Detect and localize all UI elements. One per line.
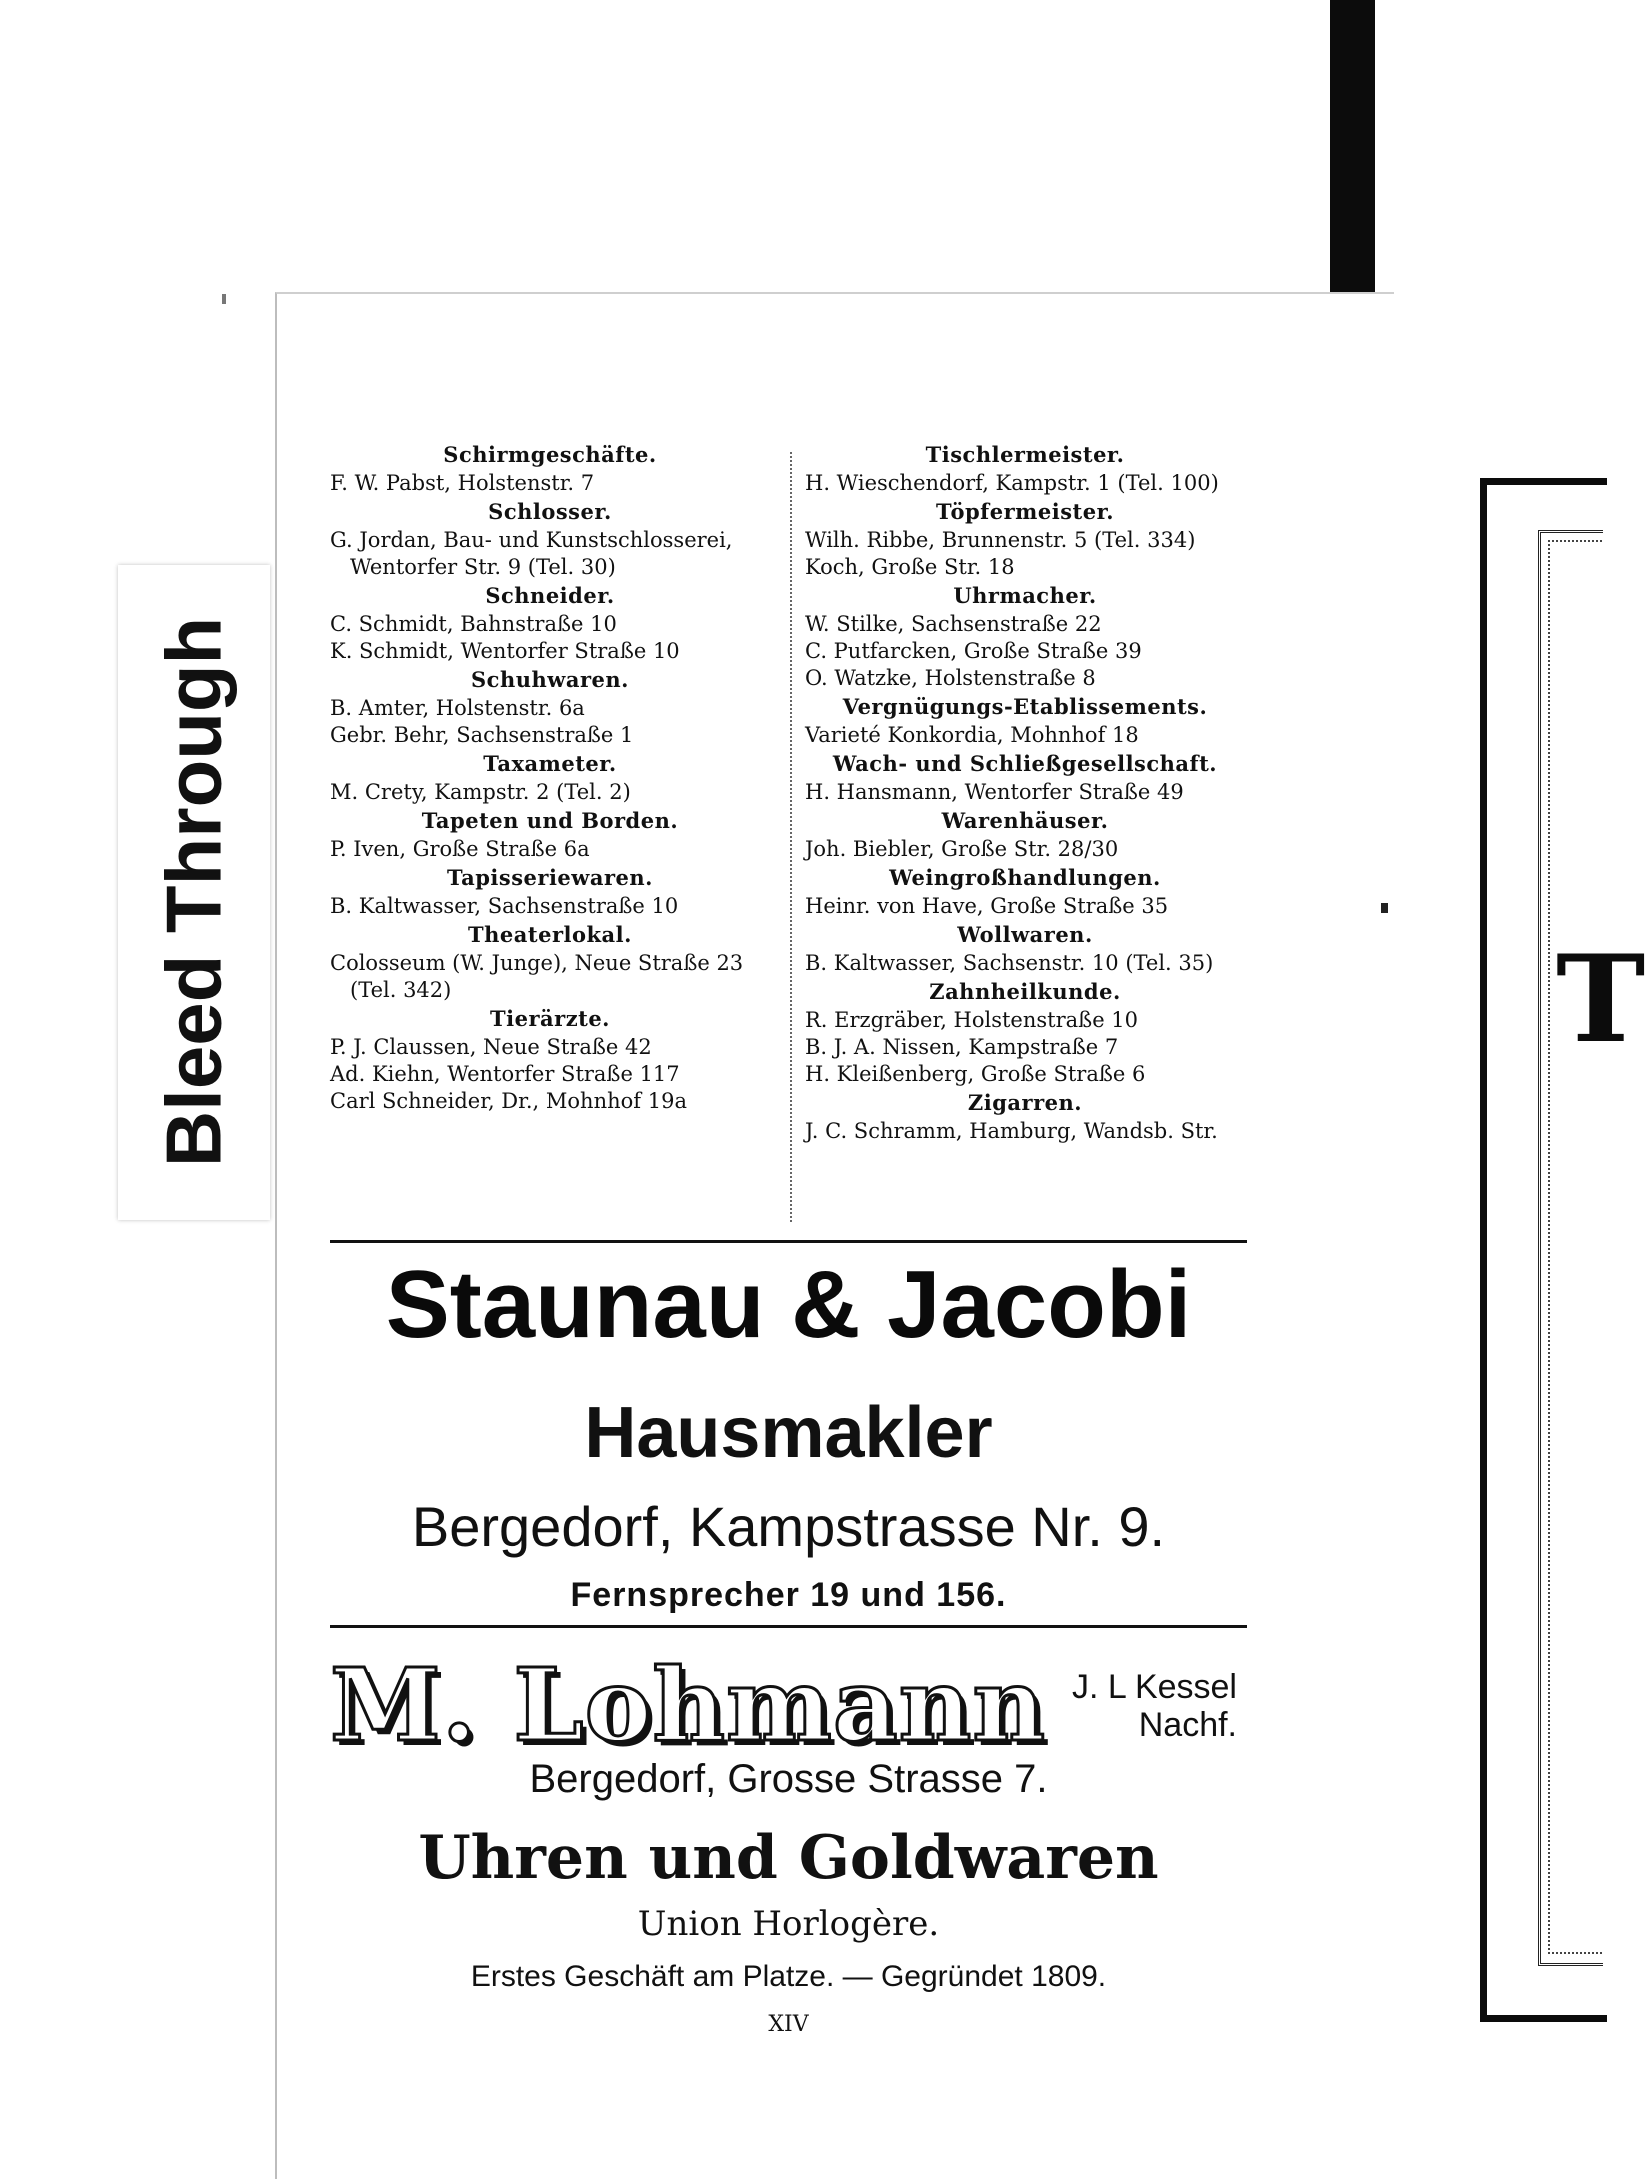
page-number: XIV bbox=[768, 2012, 809, 2037]
directory-entry: Koch, Große Str. 18 bbox=[805, 555, 1015, 579]
category-heading: Theaterlokal. bbox=[468, 922, 632, 947]
column-divider bbox=[790, 452, 792, 1222]
directory-entry: O. Watzke, Holstenstraße 8 bbox=[805, 666, 1096, 690]
directory-entry: Wilh. Ribbe, Brunnenstr. 5 (Tel. 334) bbox=[805, 528, 1196, 552]
directory-entry: P. J. Claussen, Neue Straße 42 bbox=[330, 1035, 652, 1059]
section-rule bbox=[330, 1240, 1247, 1243]
category-heading: Wollwaren. bbox=[957, 922, 1093, 947]
category-heading: Tierärzte. bbox=[490, 1006, 610, 1031]
successor-line: Nachf. bbox=[1138, 1706, 1237, 1744]
ad-staunau-address: Bergedorf, Kampstrasse Nr. 9. bbox=[411, 1495, 1166, 1558]
directory-left-column bbox=[330, 440, 770, 1115]
scan-mark bbox=[1381, 903, 1388, 913]
ad-lohmann-tagline: Erstes Geschäft am Platze. — Gegründet 1809. bbox=[470, 1960, 1107, 1993]
ad-staunau-name: Staunau & Jacobi bbox=[385, 1251, 1192, 1358]
directory-entry: M. Crety, Kampstr. 2 (Tel. 2) bbox=[330, 780, 631, 804]
category-heading: Schirmgeschäfte. bbox=[443, 442, 657, 467]
directory-entry: C. Putfarcken, Große Straße 39 bbox=[805, 639, 1142, 663]
category-heading: Uhrmacher. bbox=[953, 583, 1097, 608]
category-heading: Zahnheilkunde. bbox=[929, 979, 1121, 1004]
directory-entry: B. Kaltwasser, Sachsenstr. 10 (Tel. 35) bbox=[805, 951, 1214, 975]
ad-lohmann-goods: Uhren und Goldwaren bbox=[418, 1823, 1159, 1893]
directory-entry: W. Stilke, Sachsenstraße 22 bbox=[805, 612, 1102, 636]
category-heading: Schneider. bbox=[485, 583, 615, 608]
directory-entry: Varieté Konkordia, Mohnhof 18 bbox=[805, 723, 1139, 747]
category-heading: Töpfermeister. bbox=[935, 499, 1115, 524]
directory-entry: Carl Schneider, Dr., Mohnhof 19a bbox=[330, 1089, 687, 1113]
category-heading: Vergnügungs-Etablissements. bbox=[842, 694, 1208, 719]
directory-entry: J. C. Schramm, Hamburg, Wandsb. Str. bbox=[805, 1119, 1218, 1143]
directory-entry: Ad. Kiehn, Wentorfer Straße 117 bbox=[330, 1062, 680, 1086]
directory-entry: F. W. Pabst, Holstenstr. 7 bbox=[330, 471, 595, 495]
directory-entry: Gebr. Behr, Sachsenstraße 1 bbox=[330, 723, 634, 747]
directory-entry: H. Wieschendorf, Kampstr. 1 (Tel. 100) bbox=[805, 471, 1219, 495]
category-heading: Warenhäuser. bbox=[941, 808, 1109, 833]
section-rule bbox=[330, 1625, 1247, 1628]
facing-page-frame-dotted bbox=[1548, 540, 1602, 1954]
directory-entry: Joh. Biebler, Große Str. 28/30 bbox=[805, 837, 1119, 861]
category-heading: Schuhwaren. bbox=[471, 667, 629, 692]
ad-lohmann-address: Bergedorf, Grosse Strasse 7. bbox=[529, 1757, 1048, 1801]
directory-entry: H. Kleißenberg, Große Straße 6 bbox=[805, 1062, 1146, 1086]
directory-entry: (Tel. 342) bbox=[350, 978, 452, 1002]
scan-mark bbox=[222, 294, 226, 304]
facing-page-letter: T bbox=[1556, 929, 1645, 1070]
directory-entry: P. Iven, Große Straße 6a bbox=[330, 837, 590, 861]
category-heading: Taxameter. bbox=[483, 751, 617, 776]
directory-entry: Colosseum (W. Junge), Neue Straße 23 bbox=[330, 951, 744, 975]
directory-entry: K. Schmidt, Wentorfer Straße 10 bbox=[330, 639, 680, 663]
directory-entry: H. Hansmann, Wentorfer Straße 49 bbox=[805, 780, 1184, 804]
ad-staunau-trade: Hausmakler bbox=[584, 1393, 993, 1473]
directory-entry: B. Kaltwasser, Sachsenstraße 10 bbox=[330, 894, 679, 918]
ad-lohmann-union: Union Horlogère. bbox=[637, 1904, 940, 1944]
directory-right-column bbox=[805, 440, 1245, 1145]
category-heading: Tischlermeister. bbox=[925, 442, 1125, 467]
category-heading: Zigarren. bbox=[967, 1090, 1083, 1115]
category-heading: Weingroßhandlungen. bbox=[889, 865, 1161, 890]
ad-lohmann-name: M. Lohmann bbox=[330, 1646, 1047, 1764]
category-heading: Schlosser. bbox=[488, 499, 612, 524]
ad-lohmann-successor bbox=[1072, 1668, 1237, 1744]
category-heading: Tapeten und Borden. bbox=[421, 808, 679, 833]
directory-entry: R. Erzgräber, Holstenstraße 10 bbox=[805, 1008, 1139, 1032]
directory-entry: B. Amter, Holstenstr. 6a bbox=[330, 696, 585, 720]
directory-entry: Heinr. von Have, Große Straße 35 bbox=[805, 894, 1169, 918]
ad-staunau-phone: Fernsprecher 19 und 156. bbox=[570, 1576, 1007, 1614]
directory-entry: G. Jordan, Bau- und Kunstschlosserei, bbox=[330, 528, 733, 552]
directory-entry: B. J. A. Nissen, Kampstraße 7 bbox=[805, 1035, 1119, 1059]
category-heading: Tapisseriewaren. bbox=[447, 865, 653, 890]
successor-line: J. L Kessel bbox=[1071, 1668, 1237, 1706]
ad-lohmann-header bbox=[330, 1640, 1247, 1770]
directory-entry: Wentorfer Str. 9 (Tel. 30) bbox=[350, 555, 616, 579]
category-heading: Wach- und Schließgesellschaft. bbox=[832, 751, 1218, 776]
directory-entry: C. Schmidt, Bahnstraße 10 bbox=[330, 612, 617, 636]
side-label: Bleed Through bbox=[149, 616, 238, 1168]
